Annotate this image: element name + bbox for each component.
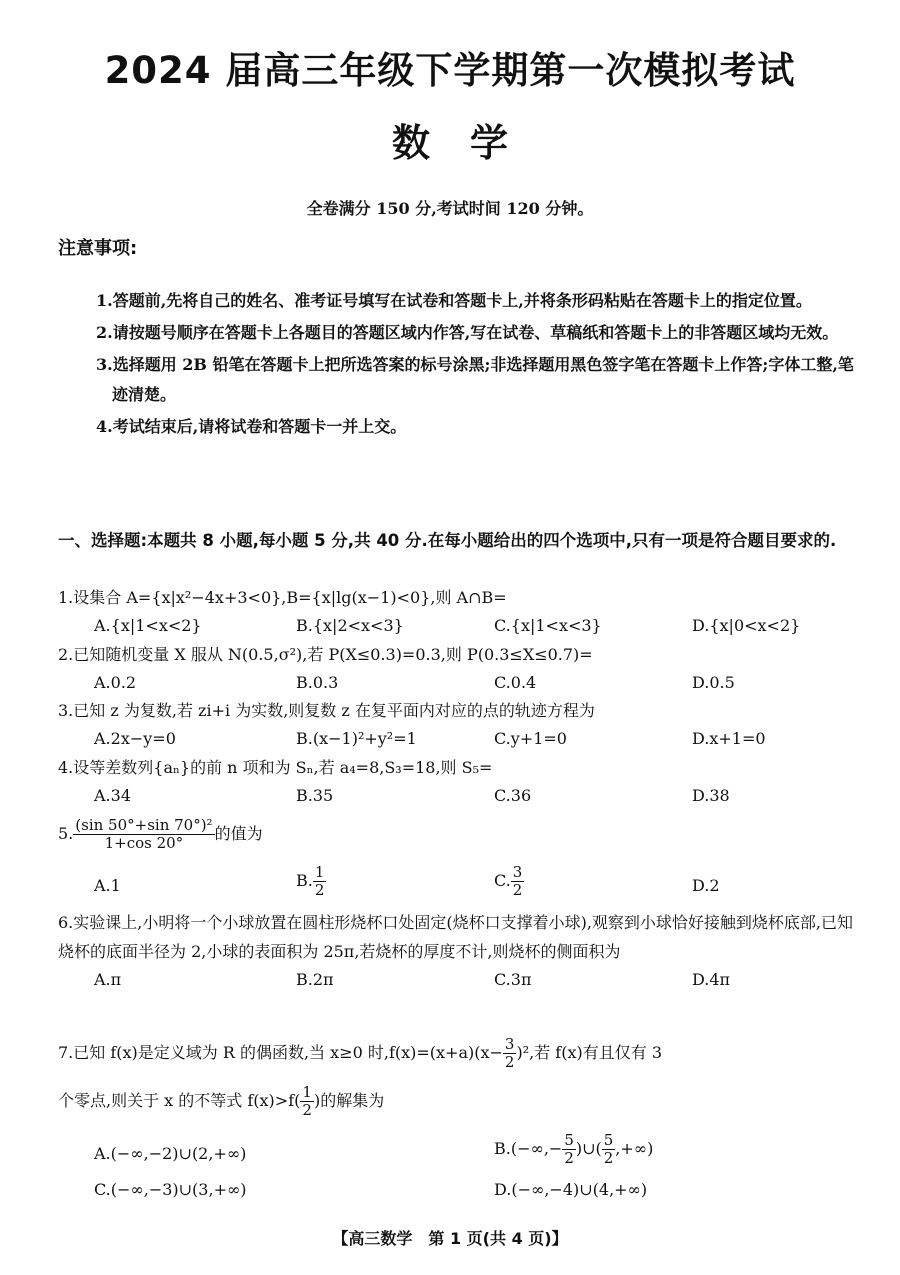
question-2 (58, 641, 868, 697)
question-stem: 1.设集合 A={x|x²−4x+3<0},B={x|lg(x−1)<0},则 A∩B= (58, 588, 507, 607)
fraction-numerator: (sin 50°+sin 70°)² (75, 816, 213, 834)
options-row (58, 782, 868, 810)
fraction-numerator: 1 (314, 863, 325, 881)
options-row (58, 1176, 868, 1204)
option-text: ,+∞) (615, 1139, 654, 1158)
note-item: 4.考试结束后,请将试卷和答题卡一并上交。 (96, 417, 407, 436)
option-c: C.3π (494, 970, 532, 989)
subject-title: 数学 (391, 121, 548, 165)
question-6 (58, 908, 868, 994)
fraction (562, 1132, 576, 1167)
question-stem: 4.设等差数列{aₙ}的前 n 项和为 Sₙ,若 a₄=8,S₃=18,则 S₅= (58, 758, 493, 777)
option-b: B.0.3 (296, 673, 339, 692)
stem-text: ,若 f(x)有且仅有 3 (529, 1043, 662, 1062)
fraction-denominator: 2 (302, 1101, 312, 1119)
option-b: B.(x−1)²+y²=1 (296, 729, 417, 748)
stem-text: )² (516, 1043, 530, 1062)
question-stem: 2.已知随机变量 X 服从 N(0.5,σ²),若 P(X≤0.3)=0.3,则 P(0.3≤X≤0.7)= (58, 645, 593, 664)
fraction (503, 1036, 517, 1071)
option-b (296, 864, 326, 899)
option-c (494, 864, 524, 899)
option-c: C.{x|1<x<3} (494, 616, 602, 635)
fraction (300, 1084, 314, 1119)
fraction (73, 817, 214, 852)
option-a: A.π (94, 970, 122, 989)
option-a: A.2x−y=0 (94, 729, 176, 748)
options-row (58, 612, 868, 640)
stem-text: 7.已知 f(x)是定义域为 R 的偶函数,当 x≥0 时,f(x)=(x+a) (58, 1043, 475, 1062)
page-footer: 【高三数学 第 1 页(共 4 页)】 (332, 1229, 568, 1248)
option-a: A.1 (94, 876, 121, 895)
fraction-denominator: 2 (504, 1053, 515, 1071)
fraction-numerator: 3 (504, 1035, 515, 1053)
option-d: D.0.5 (692, 673, 735, 692)
fraction-numerator: 5 (564, 1131, 574, 1149)
exam-title: 2024 届高三年级下学期第一次模拟考试 (104, 49, 796, 92)
option-a: A.{x|1<x<2} (94, 616, 202, 635)
question-number: 5. (58, 824, 74, 843)
option-c: C.(−∞,−3)∪(3,+∞) (94, 1180, 247, 1199)
options-row (58, 669, 868, 697)
note-item: 2.请按题号顺序在答题卡上各题目的答题区域内作答,写在试卷、草稿纸和答题卡上的非答题区域均无效。 (96, 323, 839, 342)
fraction (511, 864, 525, 899)
option-label: C. (494, 871, 511, 890)
fraction-denominator: 2 (314, 881, 325, 899)
notes-heading: 注意事项: (58, 238, 138, 259)
option-a: A.34 (94, 786, 131, 805)
fraction-numerator: 5 (603, 1131, 614, 1149)
option-d: D.38 (692, 786, 730, 805)
fraction-numerator: 3 (512, 863, 523, 881)
question-4 (58, 754, 868, 810)
option-d: D.4π (692, 970, 731, 989)
note-item: 1.答题前,先将自己的姓名、准考证号填写在试卷和答题卡上,并将条形码粘贴在答题卡上的指定位置。 (96, 291, 812, 310)
option-d: D.2 (692, 876, 720, 895)
question-stem: 3.已知 z 为复数,若 zi+i 为实数,则复数 z 在复平面内对应的点的轨迹方程为 (58, 701, 595, 720)
fraction-numerator: 1 (302, 1083, 312, 1101)
option-label: B.(−∞,− (494, 1139, 563, 1158)
option-d: D.(−∞,−4)∪(4,+∞) (494, 1180, 648, 1199)
note-item: 3.选择题用 2B 铅笔在答题卡上把所选答案的标号涂黑;非选择题用黑色签字笔在答题卡上作答;字体工整,笔迹清楚。 (96, 355, 854, 404)
options-row (58, 1132, 868, 1176)
options-row (58, 864, 868, 908)
option-c: C.y+1=0 (494, 729, 567, 748)
question-7 (58, 1032, 868, 1204)
stem-text: 的解集为 (320, 1091, 385, 1110)
option-b: B.2π (296, 970, 334, 989)
option-text: )∪( (575, 1139, 602, 1158)
fraction-denominator: 2 (603, 1149, 614, 1167)
option-label: B. (296, 871, 313, 890)
question-stem (58, 814, 868, 854)
option-d: D.x+1=0 (692, 729, 766, 748)
option-c: C.36 (494, 786, 532, 805)
option-a: A.(−∞,−2)∪(2,+∞) (94, 1144, 247, 1163)
fraction-denominator: 2 (564, 1149, 574, 1167)
fraction (602, 1132, 616, 1167)
question-stem-line-1 (58, 1032, 868, 1074)
options-row (58, 966, 868, 994)
option-b: B.{x|2<x<3} (296, 616, 404, 635)
stem-suffix: 的值为 (214, 824, 263, 843)
question-5 (58, 814, 868, 908)
stem-text: (x− (474, 1043, 503, 1062)
score-note: 全卷满分 150 分,考试时间 120 分钟。 (306, 199, 594, 218)
option-c: C.0.4 (494, 673, 537, 692)
fraction-denominator: 1+cos 20° (104, 834, 184, 852)
question-3 (58, 697, 868, 753)
option-a: A.0.2 (94, 673, 137, 692)
question-stem-line-2: 个零点,则关于 x 的不等式 f(x)>f( $\frac{1}{2}$ )的解集为 (58, 1083, 385, 1119)
question-1 (58, 584, 868, 640)
fraction-denominator: 2 (512, 881, 523, 899)
option-b (494, 1132, 653, 1167)
question-stem: 6.实验课上,小明将一个小球放置在圆柱形烧杯口处固定(烧杯口支撑着小球),观察到小球恰好接触到烧杯底部,已知烧杯的底面半径为 2,小球的表面积为 25π,若烧杯的厚度不计,则烧杯的侧面积为 (58, 913, 854, 961)
option-d: D.{x|0<x<2} (692, 616, 801, 635)
stem-text: 个零点,则关于 x 的不等式 f(x)>f (58, 1091, 295, 1110)
fraction (313, 864, 327, 899)
options-row (58, 725, 868, 753)
section-heading: 一、选择题:本题共 8 小题,每小题 5 分,共 40 分.在每小题给出的四个选项中,只有一项是符合题目要求的. (58, 531, 837, 550)
notes-list (96, 286, 866, 444)
option-b: B.35 (296, 786, 334, 805)
